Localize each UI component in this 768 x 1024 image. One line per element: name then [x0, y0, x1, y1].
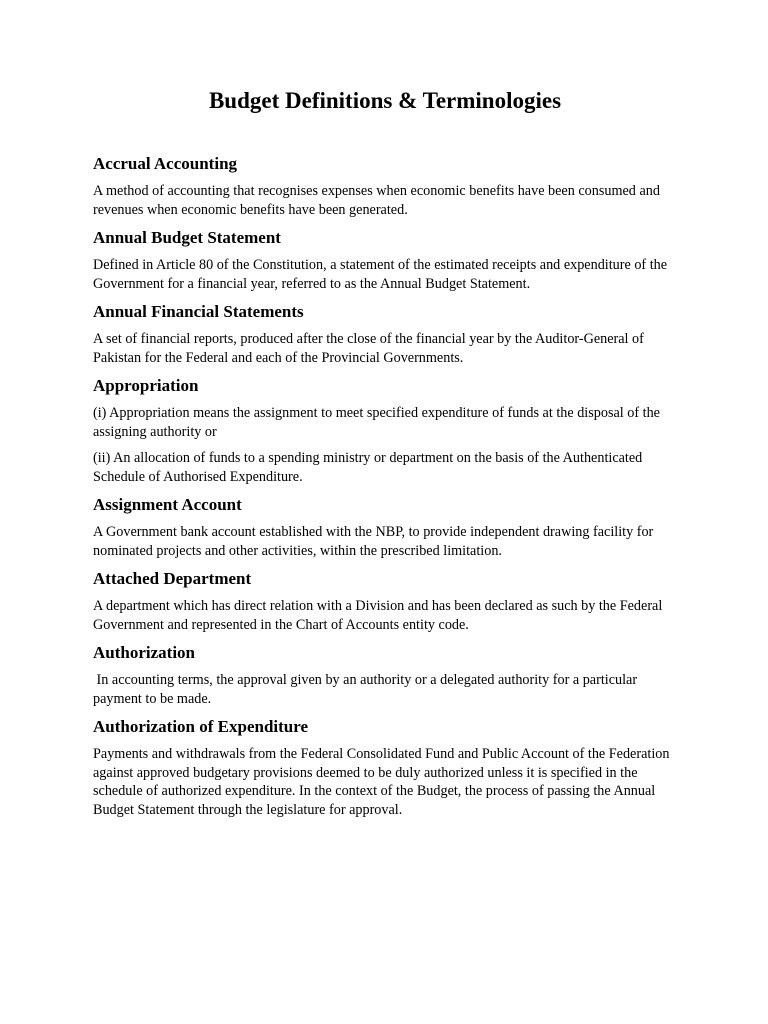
- term-heading: Appropriation: [93, 376, 199, 395]
- term-definition: A set of financial reports, produced after the close of the financial year by the Auditor-General of Pakistan for the Federal and each of the Provincial Governments.: [93, 331, 644, 366]
- term-heading: Accrual Accounting: [93, 154, 238, 173]
- term-heading: Annual Financial Statements: [93, 302, 304, 321]
- entry-appropriation: [93, 376, 683, 486]
- term-heading: Authorization: [93, 643, 195, 662]
- entry-annual-budget-statement: [93, 228, 683, 293]
- term-definition: A department which has direct relation with a Division and has been declared as such by the Federal Government and represented in the Chart of Accounts entity code.: [93, 598, 663, 633]
- entry-annual-financial-statements: [93, 302, 683, 367]
- term-definition: A method of accounting that recognises expenses when economic benefits have been consumed and revenues when economic benefits have been generated.: [93, 183, 660, 218]
- term-heading: Attached Department: [93, 569, 252, 588]
- term-definition: Payments and withdrawals from the Federal Consolidated Fund and Public Account of the Federation against approved budgetary provisions deemed to be duly authorized unless it is specified in the schedule of authorized expenditure. In the context of the Budget, the process of passing the Annual Budget Statement through the legislature for approval.: [93, 746, 670, 818]
- entry-authorization-of-expenditure: [93, 717, 683, 819]
- term-definition: (ii) An allocation of funds to a spending ministry or department on the basis of the Authenticated Schedule of Authorised Expenditure.: [93, 450, 643, 485]
- term-definition: Defined in Article 80 of the Constitution, a statement of the estimated receipts and expenditure of the Government for a financial year, referred to as the Annual Budget Statement.: [93, 257, 668, 292]
- term-heading: Assignment Account: [93, 495, 242, 514]
- term-definition: (i) Appropriation means the assignment to meet specified expenditure of funds at the disposal of the assigning authority or: [93, 405, 660, 440]
- document-page: [93, 86, 683, 828]
- entry-attached-department: [93, 569, 683, 634]
- term-definition: In accounting terms, the approval given by an authority or a delegated authority for a particular payment to be made.: [93, 672, 641, 707]
- entry-accrual-accounting: [93, 154, 683, 219]
- term-heading: Annual Budget Statement: [93, 228, 281, 247]
- term-heading: Authorization of Expenditure: [93, 717, 309, 736]
- document-title: Budget Definitions & Terminologies: [208, 88, 562, 113]
- entry-assignment-account: [93, 495, 683, 560]
- term-definition: A Government bank account established with the NBP, to provide independent drawing facility for nominated projects and other activities, within the prescribed limitation.: [93, 524, 654, 559]
- entry-authorization: [93, 643, 683, 708]
